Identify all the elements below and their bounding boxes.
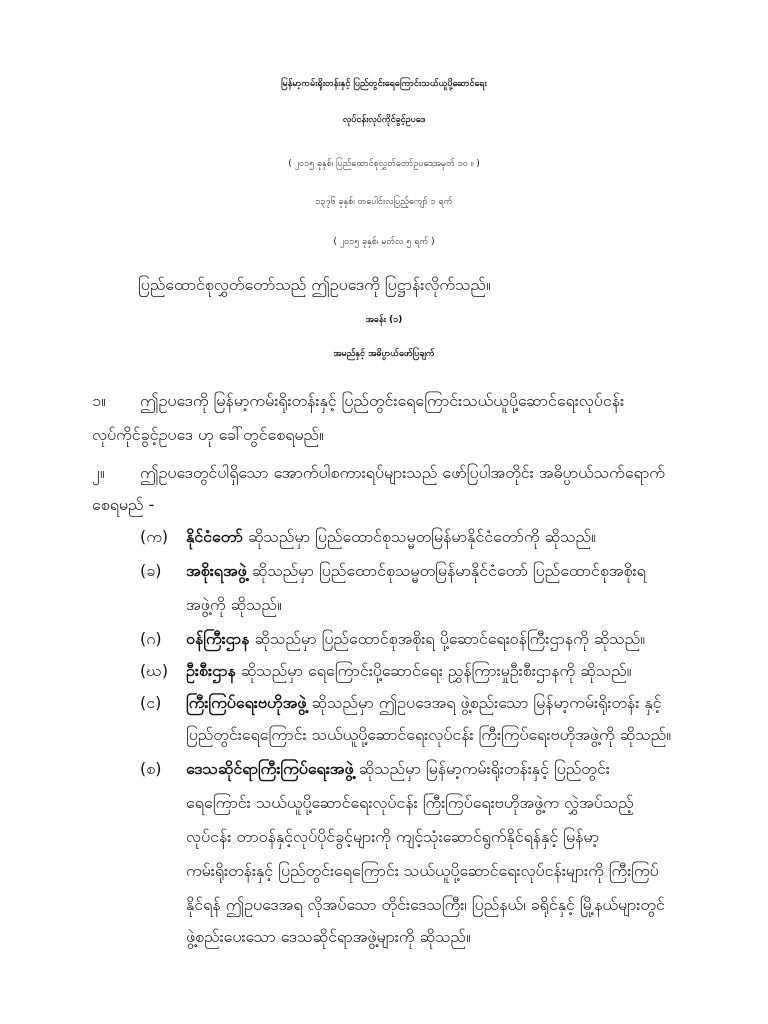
definition-text: လုပ်ငန်း တာဝန်နှင့်လုပ်ပိုင်ခွင့်များကို ကျင့်သုံးဆောင်ရွက်နိုင်ရန်နှင့် မြန်မာ့ — [186, 827, 600, 846]
chapter-label: အခန်း (၁) — [365, 315, 403, 325]
definition-term: နိုင်ငံတော် — [186, 527, 243, 546]
law-title-line-2: လုပ်ငန်းလုပ်ကိုင်ခွင့်ဥပဒေ — [342, 115, 426, 125]
section-text-line: လုပ်ကိုင်ခွင့်ဥပဒေ ဟု ခေါ်တွင်စေရမည်။ — [92, 425, 324, 444]
definition-text: ဆိုသည်မှာ ပြည်ထောင်စုသမ္မတမြန်မာနိုင်ငံတော်ကို ဆိုသည်။ — [247, 527, 596, 546]
definition-term: ဦးစီးဌာန — [186, 661, 236, 680]
definition-label: (စ) — [140, 759, 162, 778]
section-text-line: စေရမည် - — [92, 495, 155, 514]
definition-line — [186, 628, 645, 652]
definition-term: အစိုးရအဖွဲ့ — [186, 561, 247, 580]
definition-term: ဒေသဆိုင်ရာကြီးကြပ်ရေးအဖွဲ့ — [186, 759, 354, 778]
definition-label: (ဂ) — [140, 629, 162, 648]
definition-text: ဆိုသည်မှာ ပြည်ထောင်စုသမ္မတမြန်မာနိုင်ငံတော် ပြည်ထောင်စုအစိုးရ — [251, 561, 646, 580]
definition-text: ကမ်းရိုးတန်းနှင့် ပြည်တွင်းရေကြောင်း သယ်ယူပို့ဆောင်ရေးလုပ်ငန်းများကို ကြီးကြပ် — [186, 861, 659, 880]
definition-term: ဝန်ကြီးဌာန — [186, 629, 250, 648]
section-text-line: ဤဥပဒေကို မြန်မာ့ကမ်းရိုးတန်းနှင့် ပြည်တွင်းရေကြောင်းသယ်ယူပို့ဆောင်ရေးလုပ်ငန်း — [140, 391, 625, 410]
definition-text: ဆိုသည်မှာ မြန်မာ့ကမ်းရိုးတန်းနှင့် ပြည်တွင်း — [358, 759, 610, 778]
definition-label: (က) — [140, 527, 169, 546]
definition-text: ဖွဲ့စည်းပေးသော ဒေသဆိုင်ရာအဖွဲ့များကို ဆိုသည်။ — [186, 927, 471, 946]
law-title-line-1: မြန်မာ့ကမ်းရိုးတန်းနှင့် ပြည်တွင်းရေကြောင်းသယ်ယူပို့ဆောင်ရေး — [281, 79, 487, 89]
definition-text: အဖွဲ့ကို ဆိုသည်။ — [186, 595, 282, 614]
section-number: ၂။ — [92, 463, 105, 482]
definition-label: (င) — [140, 693, 162, 712]
law-number: ( ၂၀၁၅ ခုနှစ်၊ ပြည်ထောင်စုလွှတ်တော်ဥပဒေအမှတ် ၁၀ ။ ) — [288, 159, 480, 169]
definition-text: ရေကြောင်း သယ်ယူပို့ဆောင်ရေးလုပ်ငန်း ကြီးကြပ်ရေးဗဟိုအဖွဲ့က လွှဲအပ်သည့် — [186, 793, 634, 812]
definition-line — [186, 560, 646, 584]
chapter-title: အမည်နှင့် အဓိပ္ပာယ်ဖော်ပြချက် — [333, 349, 435, 359]
definition-term: ကြီးကြပ်ရေးဗဟိုအဖွဲ့ — [186, 693, 307, 712]
gregorian-date: ( ၂၀၁၅ ခုနှစ်၊ မတ်လ ၅ ရက် ) — [333, 237, 435, 247]
definition-text: ဆိုသည်မှာ ရေကြောင်းပို့ဆောင်ရေး ညွှန်ကြားမှုဦးစီးဌာနကို ဆိုသည်။ — [240, 661, 632, 680]
definition-text: နိုင်ရန် ဤဥပဒေအရ လိုအပ်သော တိုင်းဒေသကြီး၊ ပြည်နယ်၊ ခရိုင်နှင့် မြို့နယ်များတွင် — [186, 895, 665, 914]
definition-label: (ခ) — [140, 561, 162, 580]
definition-line — [186, 526, 596, 550]
definition-text: ပြည်တွင်းရေကြောင်း သယ်ယူပို့ဆောင်ရေးလုပ်ငန်း ကြီးကြပ်ရေးဗဟိုအဖွဲ့ကို ဆိုသည်။ — [186, 725, 672, 744]
definition-text: ဆိုသည်မှာ ဤဥပဒေအရ ဖွဲ့စည်းသော မြန်မာ့ကမ်းရိုးတန်း နှင့် — [311, 693, 662, 712]
definition-label: (ဃ) — [140, 661, 169, 680]
definition-line — [186, 660, 632, 684]
enactment-statement: ပြည်ထောင်စုလွှတ်တော်သည် ဤဥပဒေကို ပြဋ္ဌာန်းလိုက်သည်။ — [138, 275, 491, 294]
myanmar-date: ၁၃၇၆ ခုနှစ်၊ တပေါင်းလပြည့်ကျော် ၁ ရက် — [315, 197, 453, 207]
definition-line — [186, 692, 662, 716]
section-text-line: ဤဥပဒေတွင်ပါရှိသော အောက်ပါစကားရပ်များသည် ဖော်ပြပါအတိုင်း အဓိပ္ပာယ်သက်ရောက် — [140, 463, 665, 482]
definition-text: ဆိုသည်မှာ ပြည်ထောင်စုအစိုးရ ပို့ဆောင်ရေးဝန်ကြီးဌာနကို ဆိုသည်။ — [254, 629, 646, 648]
definition-line — [186, 758, 610, 782]
section-number: ၁။ — [92, 391, 106, 410]
